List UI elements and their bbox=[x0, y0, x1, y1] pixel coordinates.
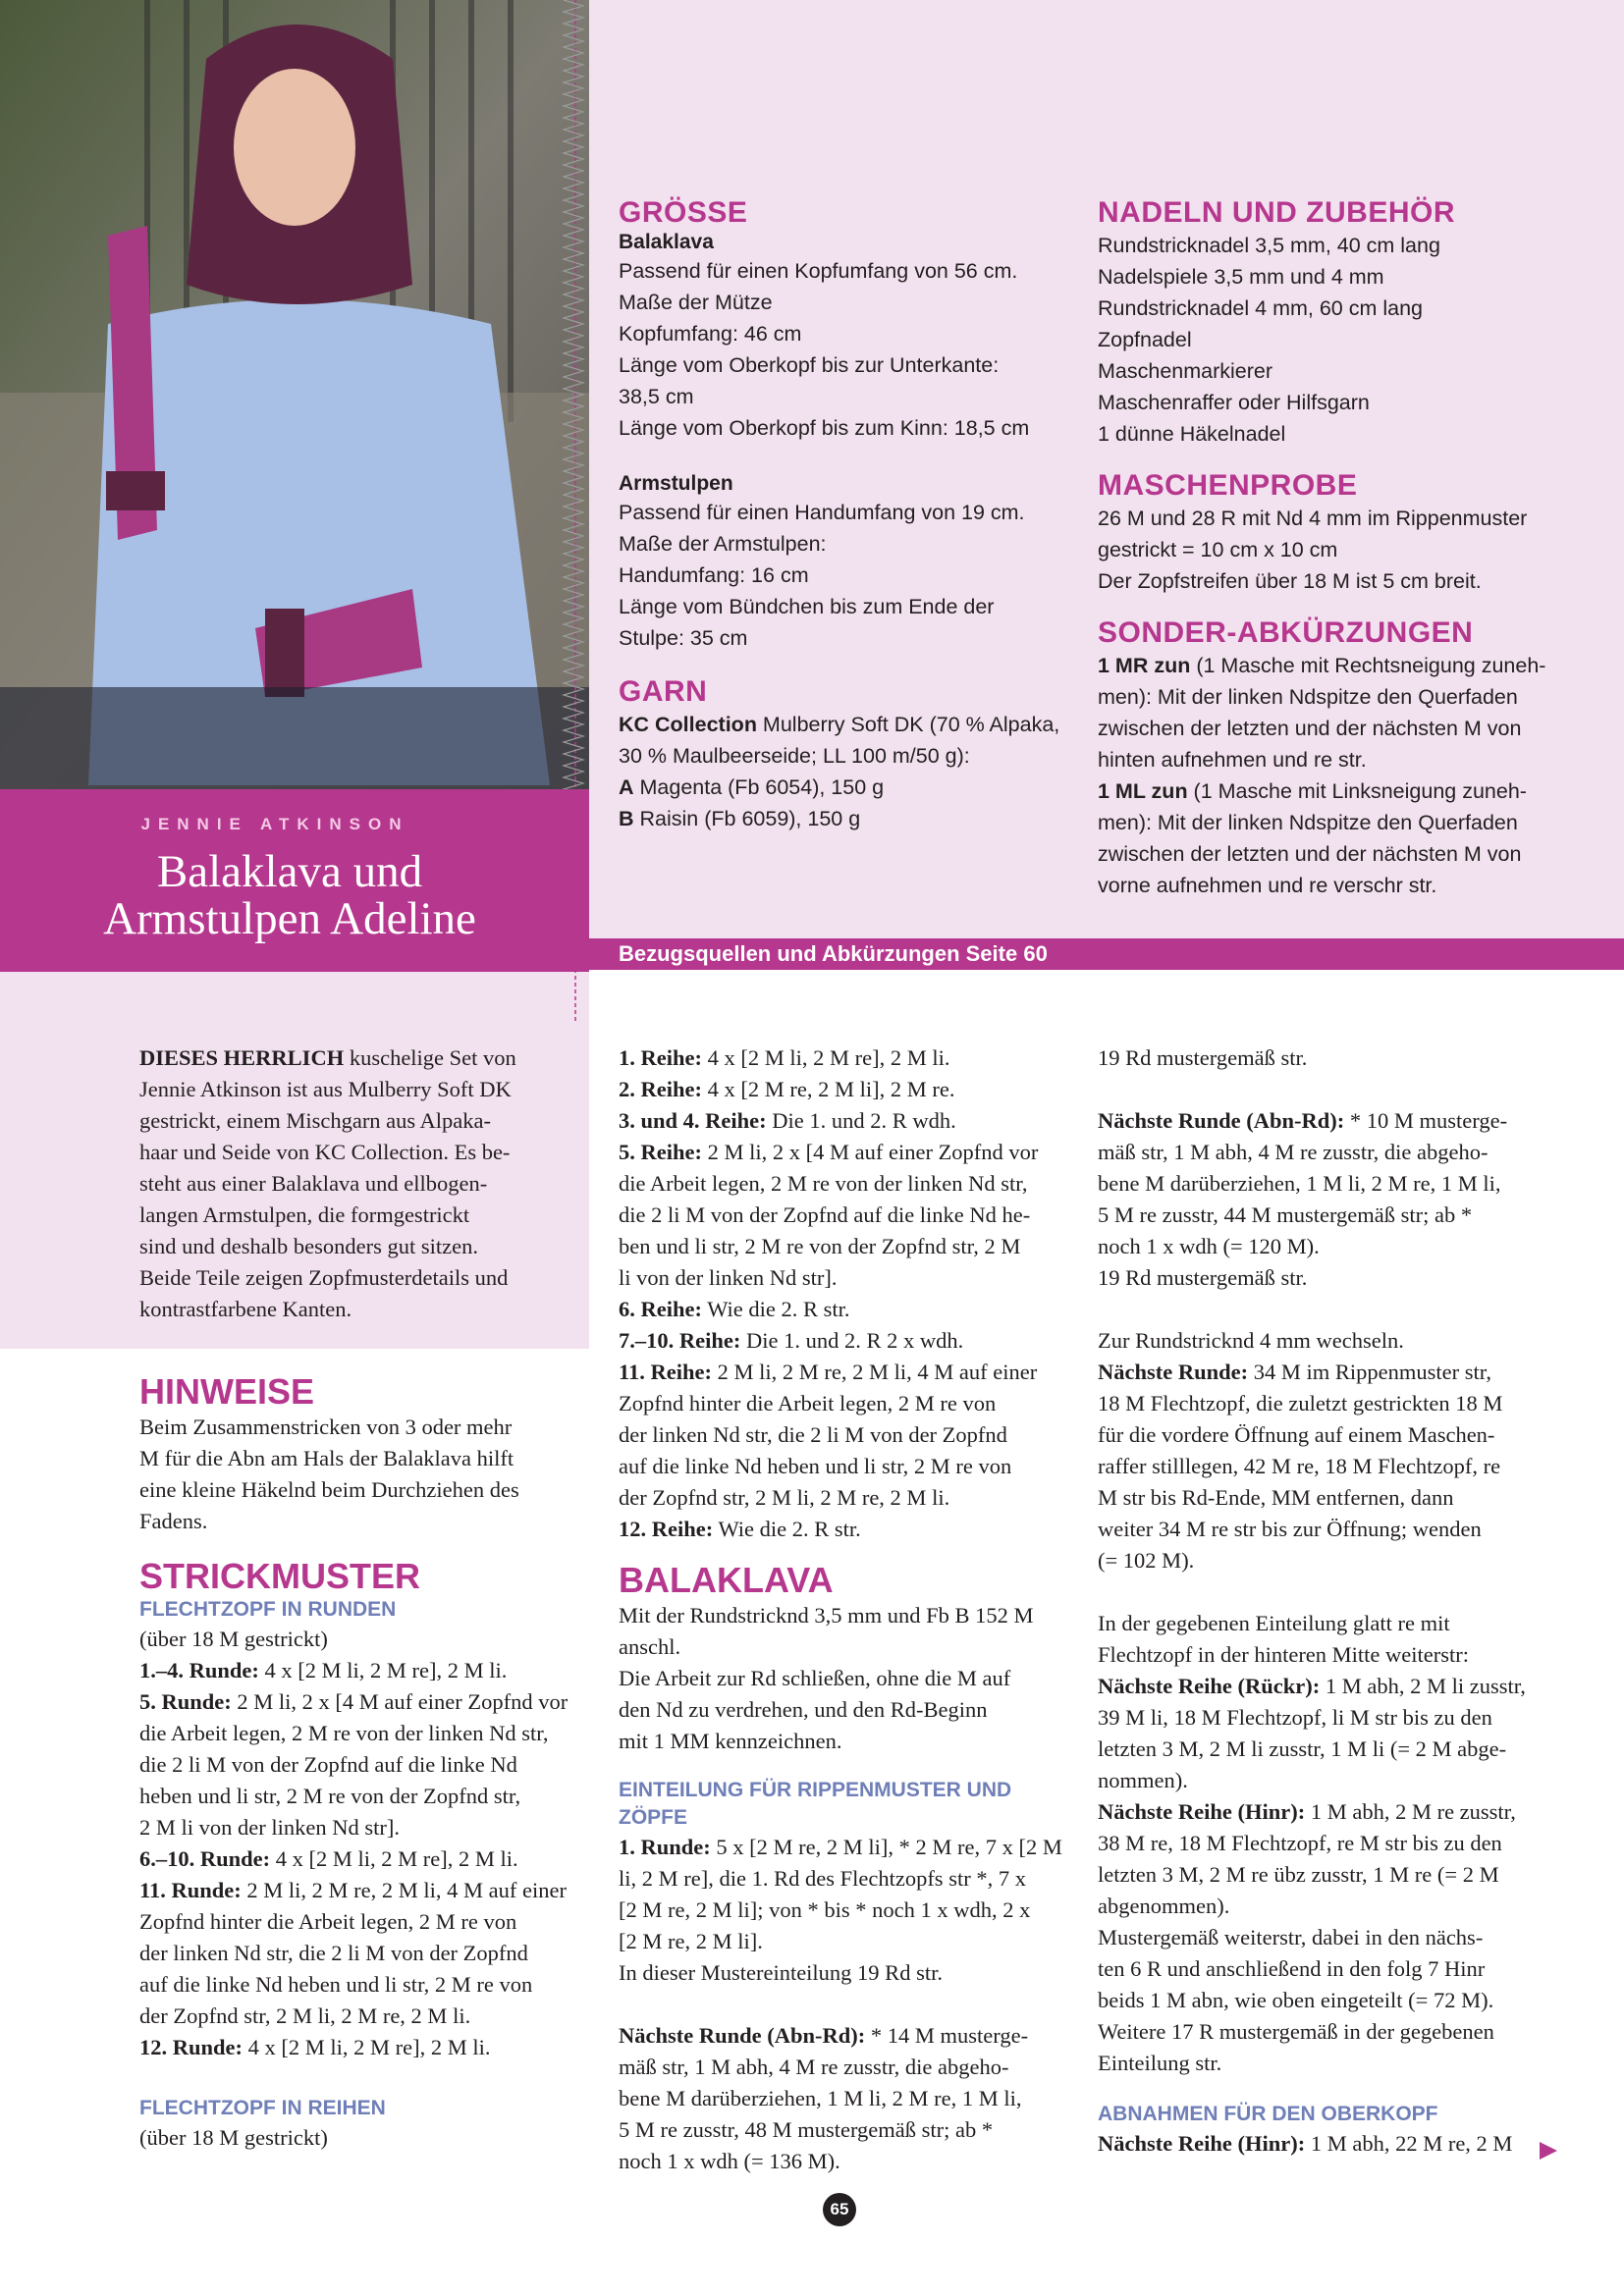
sonder-line: zwischen der letzten und der nächsten M von bbox=[1098, 717, 1522, 740]
intro-text bbox=[139, 1042, 591, 1325]
c3-abn-after: 19 Rd mustergemäß str. bbox=[1098, 1265, 1308, 1290]
size-line: Länge vom Bündchen bis zum Ende der bbox=[619, 595, 995, 618]
hin-line: Mustergemäß weiterstr, dabei in den nächs- bbox=[1098, 1925, 1484, 1949]
runden-row: auf die linke Nd heben und li str, 2 M re von bbox=[139, 1972, 533, 1997]
einteilung-line: 1. Runde: 5 x [2 M re, 2 M li], * 2 M re, 7 x [2 M bbox=[619, 1835, 1062, 1859]
hinweise-line: Fadens. bbox=[139, 1509, 208, 1533]
balaklava-line: Die Arbeit zur Rd schließen, ohne die M auf bbox=[619, 1666, 1011, 1690]
intro-line: haar und Seide von KC Collection. Es be- bbox=[139, 1140, 511, 1164]
abn-line: bene M darüberziehen, 1 M li, 2 M re, 1 M li, bbox=[1098, 1171, 1501, 1196]
reihen-row: der Zopfnd str, 2 M li, 2 M re, 2 M li. bbox=[619, 1485, 950, 1510]
sonder-line: men): Mit der linken Ndspitze den Querfaden bbox=[1098, 685, 1518, 709]
reihen-row: der linken Nd str, die 2 li M von der Zopfnd bbox=[619, 1422, 1007, 1447]
runden-row: die 2 li M von der Zopfnd auf die linke Nd bbox=[139, 1752, 517, 1777]
einteilung-line: [2 M re, 2 M li]; von * bis * noch 1 x wdh, 2 x bbox=[619, 1897, 1031, 1922]
flechtzopf-runden-heading: FLECHTZOPF IN RUNDEN bbox=[139, 1598, 397, 1621]
abn-line: 5 M re zusstr, 48 M mustergemäß str; ab * bbox=[619, 2117, 994, 2142]
nadeln-item: Maschenmarkierer bbox=[1098, 359, 1273, 383]
size-line: 38,5 cm bbox=[619, 385, 694, 408]
intro-line: Jennie Atkinson ist aus Mulberry Soft DK bbox=[139, 1077, 512, 1101]
sonder-line: 1 ML zun (1 Masche mit Linksneigung zuneh- bbox=[1098, 779, 1527, 803]
reihen-row: 12. Reihe: Wie die 2. R str. bbox=[619, 1517, 861, 1541]
nadeln-list bbox=[1098, 230, 1608, 450]
reihen-row: 5. Reihe: 2 M li, 2 x [4 M auf einer Zopfnd vor bbox=[619, 1140, 1039, 1164]
hero-photo bbox=[0, 0, 589, 789]
nadeln-item: Rundstricknadel 3,5 mm, 40 cm lang bbox=[1098, 234, 1440, 257]
runden-row: 1.–4. Runde: 4 x [2 M li, 2 M re], 2 M li. bbox=[139, 1658, 508, 1682]
runden-row: der Zopfnd str, 2 M li, 2 M re, 2 M li. bbox=[139, 2003, 471, 2028]
size-line: Maße der Mütze bbox=[619, 291, 773, 314]
abn-line: mäß str, 1 M abh, 4 M re zusstr, die abgeho- bbox=[619, 2055, 1009, 2079]
reihen-row: 7.–10. Reihe: Die 1. und 2. R 2 x wdh. bbox=[619, 1328, 964, 1353]
flechtzopf-runden-rows bbox=[139, 1655, 591, 2063]
size-line: Maße der Armstulpen: bbox=[619, 532, 827, 556]
maschenprobe-heading: MASCHENPROBE bbox=[1098, 469, 1358, 502]
maschenprobe-lines bbox=[1098, 503, 1608, 597]
nadeln-item: 1 dünne Häkelnadel bbox=[1098, 422, 1286, 446]
balaklava-intro bbox=[619, 1600, 1080, 1757]
balaklava-size-lines bbox=[619, 255, 1080, 444]
intro-line: Beide Teile zeigen Zopfmusterdetails und bbox=[139, 1265, 509, 1290]
hinweise-text bbox=[139, 1412, 591, 1537]
hinweise-line: eine kleine Häkelnd beim Durchziehen des bbox=[139, 1477, 519, 1502]
hin-line: abgenommen). bbox=[1098, 1894, 1230, 1918]
reihen-row: ben und li str, 2 M re von der Zopfnd str, 2 M bbox=[619, 1234, 1021, 1258]
garn-a: A Magenta (Fb 6054), 150 g bbox=[619, 775, 885, 799]
page-number: 65 bbox=[823, 2193, 856, 2226]
header-column-right bbox=[1098, 196, 1608, 901]
size-line: Passend für einen Handumfang von 19 cm. bbox=[619, 501, 1025, 524]
reihen-row: li von der linken Nd str]. bbox=[619, 1265, 838, 1290]
size-line: Länge vom Oberkopf bis zum Kinn: 18,5 cm bbox=[619, 416, 1030, 440]
pattern-title: Balaklava und Armstulpen Adeline bbox=[103, 846, 476, 944]
reihen-row: 2. Reihe: 4 x [2 M re, 2 M li], 2 M re. bbox=[619, 1077, 955, 1101]
garn-b: B Raisin (Fb 6059), 150 g bbox=[619, 807, 861, 830]
lower-column-3 bbox=[1098, 1042, 1569, 2160]
maschenprobe-line: 26 M und 28 R mit Nd 4 mm im Rippenmuster bbox=[1098, 507, 1528, 530]
runden-row: 12. Runde: 4 x [2 M li, 2 M re], 2 M li. bbox=[139, 2035, 491, 2059]
groesse-heading: GRÖSSE bbox=[619, 196, 748, 229]
abn-line: bene M darüberziehen, 1 M li, 2 M re, 1 M li, bbox=[619, 2086, 1022, 2110]
reihen-row: 6. Reihe: Wie die 2. R str. bbox=[619, 1297, 850, 1321]
hinweise-heading: HINWEISE bbox=[139, 1371, 315, 1412]
lower-column-1 bbox=[139, 1042, 591, 2154]
runden-row: 2 M li von der linken Nd str]. bbox=[139, 1815, 400, 1840]
reihen-row: die 2 li M von der Zopfnd auf die linke Nd he- bbox=[619, 1202, 1031, 1227]
balaklava-line: den Nd zu verdrehen, und den Rd-Beginn bbox=[619, 1697, 988, 1722]
abn-line: noch 1 x wdh (= 136 M). bbox=[619, 2149, 840, 2173]
einteilung-line: li, 2 M re], die 1. Rd des Flechtzopfs str *, 7 x bbox=[619, 1866, 1026, 1891]
rueck-line: Nächste Reihe (Rückr): 1 M abh, 2 M li zusstr, bbox=[1098, 1674, 1526, 1698]
abn-line: Nächste Runde (Abn-Rd): * 10 M musterge- bbox=[1098, 1108, 1508, 1133]
hinreihe bbox=[1098, 1796, 1569, 2079]
sonder-line: 1 MR zun (1 Masche mit Rechtsneigung zuneh- bbox=[1098, 654, 1546, 677]
rueck-line: letzten 3 M, 2 M li zusstr, 1 M li (= 2 M abge- bbox=[1098, 1736, 1507, 1761]
reihen-row: 1. Reihe: 4 x [2 M li, 2 M re], 2 M li. bbox=[619, 1045, 950, 1070]
hinweise-line: Beim Zusammenstricken von 3 oder mehr bbox=[139, 1415, 513, 1439]
garn-line-2: 30 % Maulbeerseide; LL 100 m/50 g): bbox=[619, 744, 970, 768]
strickmuster-heading: STRICKMUSTER bbox=[139, 1556, 420, 1596]
sonder-line: vorne aufnehmen und re verschr str. bbox=[1098, 874, 1437, 897]
abn-line: 5 M re zusstr, 44 M mustergemäß str; ab * bbox=[1098, 1202, 1473, 1227]
intro-line: langen Armstulpen, die formgestrickt bbox=[139, 1202, 470, 1227]
rueck-line: nommen). bbox=[1098, 1768, 1188, 1792]
size-line: Passend für einen Kopfumfang von 56 cm. bbox=[619, 259, 1018, 283]
lower-column-2 bbox=[619, 1042, 1080, 2177]
hin-line: Nächste Reihe (Hinr): 1 M abh, 2 M re zusstr, bbox=[1098, 1799, 1516, 1824]
abn-rd-2 bbox=[1098, 1105, 1569, 1262]
flechtzopf-runden-note: (über 18 M gestrickt) bbox=[139, 1627, 328, 1651]
runden-row: 5. Runde: 2 M li, 2 x [4 M auf einer Zopfnd vor bbox=[139, 1689, 568, 1714]
sonder-line: hinten aufnehmen und re str. bbox=[1098, 748, 1367, 772]
band-note-bar bbox=[589, 938, 1624, 970]
rueck-line: 39 M li, 18 M Flechtzopf, li M str bis zu den bbox=[1098, 1705, 1492, 1730]
continue-arrow-icon bbox=[1540, 2142, 1557, 2160]
einteilung-row-1 bbox=[619, 1832, 1080, 1957]
balaklava-heading: BALAKLAVA bbox=[619, 1560, 834, 1600]
nadeln-item: Nadelspiele 3,5 mm und 4 mm bbox=[1098, 265, 1384, 289]
sonder-line: men): Mit der linken Ndspitze den Querfaden bbox=[1098, 811, 1518, 834]
nr-line: 18 M Flechtzopf, die zuletzt gestrickten 18 M bbox=[1098, 1391, 1503, 1415]
runden-row: Zopfnd hinter die Arbeit legen, 2 M re von bbox=[139, 1909, 517, 1934]
flechtzopf-reihen-heading: FLECHTZOPF IN REIHEN bbox=[139, 2097, 386, 2119]
size-line: Länge vom Oberkopf bis zur Unterkante: bbox=[619, 353, 1000, 377]
header-column-left bbox=[619, 196, 1080, 834]
hin-line: Einteilung str. bbox=[1098, 2051, 1222, 2075]
hin-line: Weitere 17 R mustergemäß in der gegebenen bbox=[1098, 2019, 1494, 2044]
sonder-line: zwischen der letzten und der nächsten M von bbox=[1098, 842, 1522, 866]
glatt-line: In der gegebenen Einteilung glatt re mit bbox=[1098, 1611, 1450, 1635]
sonder-heading: SONDER-ABKÜRZUNGEN bbox=[1098, 616, 1474, 649]
reihen-row: 3. und 4. Reihe: Die 1. und 2. R wdh. bbox=[619, 1108, 956, 1133]
runden-row: der linken Nd str, die 2 li M von der Zopfnd bbox=[139, 1941, 528, 1965]
balaklava-line: Mit der Rundstricknd 3,5 mm und Fb B 152 M bbox=[619, 1603, 1034, 1628]
armstulpen-size-label: Armstulpen bbox=[619, 472, 733, 495]
rueckreihe bbox=[1098, 1671, 1569, 1796]
abn-rd-1 bbox=[619, 2020, 1080, 2177]
nr-line: weiter 34 M re str bis zur Öffnung; wenden bbox=[1098, 1517, 1482, 1541]
reihen-row: auf die linke Nd heben und li str, 2 M re von bbox=[619, 1454, 1012, 1478]
sonder-mr bbox=[1098, 650, 1608, 775]
runden-row: die Arbeit legen, 2 M re von der linken Nd str, bbox=[139, 1721, 549, 1745]
einteilung-heading: EINTEILUNG FÜR RIPPENMUSTER UND ZÖPFE bbox=[619, 1779, 1012, 1829]
intro-line: steht aus einer Balaklava und ellbogen- bbox=[139, 1171, 488, 1196]
title-box bbox=[0, 789, 589, 972]
intro-line: kontrastfarbene Kanten. bbox=[139, 1297, 352, 1321]
c3-last: Nächste Reihe (Hinr): 1 M abh, 22 M re, 2 M bbox=[1098, 2131, 1513, 2156]
intro-line: DIESES HERRLICH kuschelige Set von bbox=[139, 1045, 516, 1070]
flechtzopf-reihen-note: (über 18 M gestrickt) bbox=[139, 2125, 328, 2150]
maschenprobe-line: gestrickt = 10 cm x 10 cm bbox=[1098, 538, 1338, 561]
hin-line: beids 1 M abn, wie oben eingeteilt (= 72 M). bbox=[1098, 1988, 1494, 2012]
band-note: Bezugsquellen und Abkürzungen Seite 60 bbox=[619, 941, 1048, 966]
intro-line: gestrickt, einem Mischgarn aus Alpaka- bbox=[139, 1108, 492, 1133]
nr-line: M str bis Rd-Ende, MM entfernen, dann bbox=[1098, 1485, 1454, 1510]
armstulpen-size-lines bbox=[619, 497, 1080, 654]
maschenprobe-line: Der Zopfstreifen über 18 M ist 5 cm breit. bbox=[1098, 569, 1482, 593]
nr-line: (= 102 M). bbox=[1098, 1548, 1195, 1573]
hin-line: 38 M re, 18 M Flechtzopf, re M str bis zu den bbox=[1098, 1831, 1502, 1855]
hin-line: ten 6 R und anschließend in den folg 7 Hinr bbox=[1098, 1956, 1486, 1981]
glatt-line: Flechtzopf in der hinteren Mitte weiterstr: bbox=[1098, 1642, 1470, 1667]
garn-heading: GARN bbox=[619, 675, 708, 708]
flechtzopf-reihen-rows bbox=[619, 1042, 1080, 1545]
reihen-row: Zopfnd hinter die Arbeit legen, 2 M re von bbox=[619, 1391, 997, 1415]
abn-line: Nächste Runde (Abn-Rd): * 14 M musterge- bbox=[619, 2023, 1029, 2048]
nadeln-item: Maschenraffer oder Hilfsgarn bbox=[1098, 391, 1370, 414]
nadeln-heading: NADELN UND ZUBEHÖR bbox=[1098, 196, 1455, 229]
size-line: Stulpe: 35 cm bbox=[619, 626, 748, 650]
reihen-row: 11. Reihe: 2 M li, 2 M re, 2 M li, 4 M auf einer bbox=[619, 1360, 1038, 1384]
nr-line: Nächste Runde: 34 M im Rippenmuster str, bbox=[1098, 1360, 1491, 1384]
balaklava-size-label: Balaklava bbox=[619, 231, 714, 253]
runden-row: 6.–10. Runde: 4 x [2 M li, 2 M re], 2 M li. bbox=[139, 1846, 518, 1871]
abn-line: noch 1 x wdh (= 120 M). bbox=[1098, 1234, 1320, 1258]
sonder-ml bbox=[1098, 775, 1608, 901]
size-line: Handumfang: 16 cm bbox=[619, 563, 809, 587]
size-line: Kopfumfang: 46 cm bbox=[619, 322, 802, 346]
oberkopf-heading: ABNAHMEN FÜR DEN OBERKOPF bbox=[1098, 2103, 1438, 2125]
c3-wechsel: Zur Rundstricknd 4 mm wechseln. bbox=[1098, 1328, 1404, 1353]
balaklava-line: mit 1 MM kennzeichnen. bbox=[619, 1729, 842, 1753]
naechste-runde bbox=[1098, 1357, 1569, 1576]
glatt-text bbox=[1098, 1608, 1569, 1671]
abn-line: mäß str, 1 M abh, 4 M re zusstr, die abgeho- bbox=[1098, 1140, 1489, 1164]
nr-line: für die vordere Öffnung auf einem Maschen- bbox=[1098, 1422, 1495, 1447]
nadeln-item: Rundstricknadel 4 mm, 60 cm lang bbox=[1098, 296, 1424, 320]
runden-row: heben und li str, 2 M re von der Zopfnd str, bbox=[139, 1784, 521, 1808]
einteilung-after: In dieser Mustereinteilung 19 Rd str. bbox=[619, 1960, 943, 1985]
runden-row: 11. Runde: 2 M li, 2 M re, 2 M li, 4 M auf einer bbox=[139, 1878, 567, 1902]
einteilung-line: [2 M re, 2 M li]. bbox=[619, 1929, 763, 1953]
c3-first: 19 Rd mustergemäß str. bbox=[1098, 1045, 1308, 1070]
garn-line-1: KC Collection Mulberry Soft DK (70 % Alpaka, bbox=[619, 713, 1060, 736]
reihen-row: die Arbeit legen, 2 M re von der linken Nd str, bbox=[619, 1171, 1028, 1196]
hinweise-line: M für die Abn am Hals der Balaklava hilft bbox=[139, 1446, 514, 1470]
intro-line: sind und deshalb besonders gut sitzen. bbox=[139, 1234, 478, 1258]
nadeln-item: Zopfnadel bbox=[1098, 328, 1192, 351]
balaklava-line: anschl. bbox=[619, 1634, 681, 1659]
hin-line: letzten 3 M, 2 M re übz zusstr, 1 M re (= 2 M bbox=[1098, 1862, 1499, 1887]
author-name: JENNIE ATKINSON bbox=[140, 815, 409, 833]
nr-line: raffer stilllegen, 42 M re, 18 M Flechtzopf, re bbox=[1098, 1454, 1501, 1478]
